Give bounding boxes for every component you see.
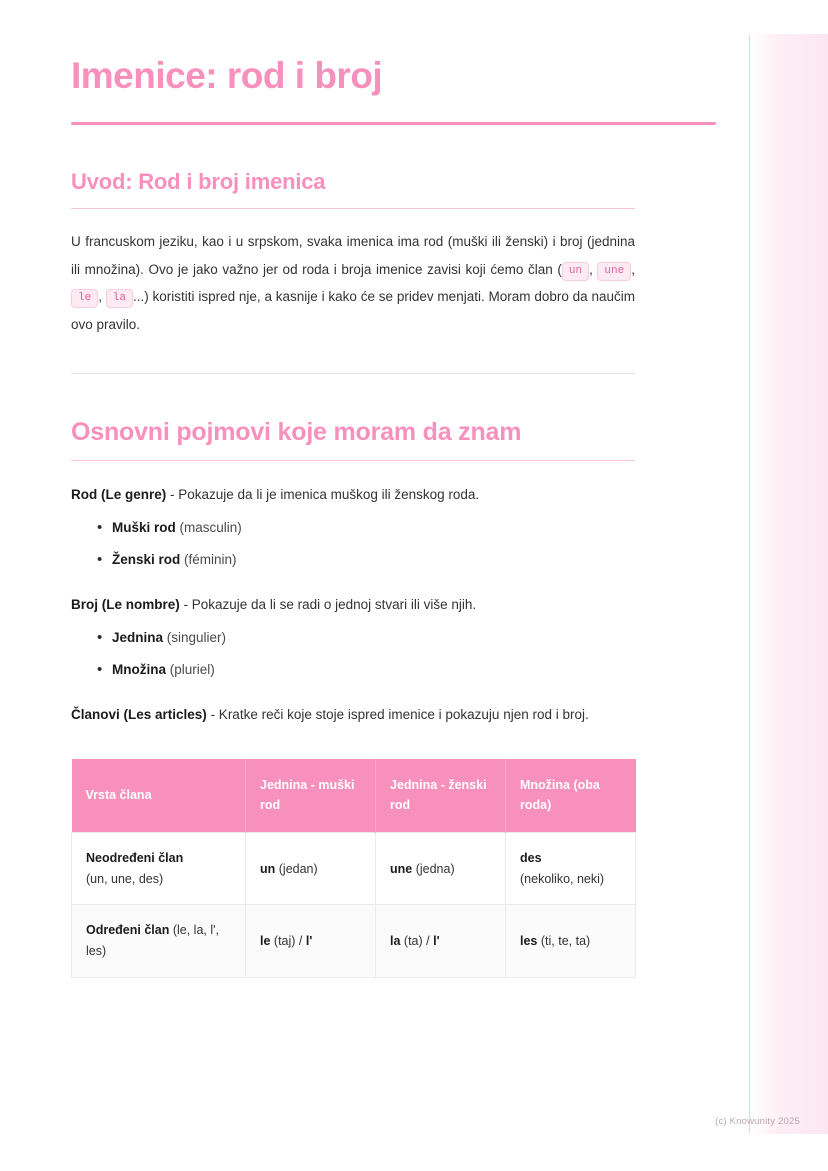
cell-article-gloss: (jedna) bbox=[412, 861, 455, 876]
list-item-note: (pluriel) bbox=[166, 662, 215, 678]
concept-term-rod bbox=[71, 483, 635, 507]
cell-article-gloss: (jedan) bbox=[275, 861, 318, 876]
cell-article: la bbox=[390, 933, 401, 948]
section-separator bbox=[71, 373, 635, 374]
table-header bbox=[72, 759, 636, 832]
list-item bbox=[97, 659, 635, 681]
cell-type-name: Neodređeni član bbox=[86, 851, 184, 866]
list-item-note: (singulier) bbox=[163, 629, 227, 645]
copyright-footer: (c) Knowunity 2025 bbox=[715, 1116, 800, 1127]
cell-type-forms: (le, la, l', les) bbox=[86, 923, 219, 959]
cell-masc-definite bbox=[246, 905, 376, 977]
cell-plural-definite bbox=[506, 905, 636, 977]
chip-separator-2: , bbox=[631, 261, 635, 277]
page-edge-gradient bbox=[749, 34, 828, 1134]
cell-fem-definite bbox=[376, 905, 506, 977]
article-chip-une: une bbox=[597, 262, 631, 281]
concepts-divider bbox=[71, 460, 635, 462]
list-item-note: (féminin) bbox=[180, 552, 237, 568]
cell-type-definite bbox=[72, 905, 246, 977]
list-item bbox=[97, 517, 635, 539]
cell-plural-indefinite bbox=[506, 833, 636, 905]
concept-list-broj bbox=[71, 627, 635, 681]
table-row bbox=[72, 905, 636, 977]
concept-list-rod bbox=[71, 517, 635, 571]
column-header-type: Vrsta člana bbox=[72, 759, 246, 832]
concept-term-label: Broj (Le nombre) bbox=[71, 597, 180, 613]
cell-type-forms: (un, une, des) bbox=[86, 871, 164, 886]
article-chip-la: la bbox=[106, 289, 133, 308]
list-item-term: Ženski rod bbox=[112, 552, 181, 568]
document-content bbox=[71, 55, 635, 978]
list-item-term: Množina bbox=[112, 662, 166, 678]
concept-term-broj bbox=[71, 593, 635, 617]
concept-term-desc: - Kratke reči koje stoje ispred imenice i pokazuju njen rod i broj. bbox=[206, 706, 589, 722]
list-item-term: Jednina bbox=[112, 629, 164, 645]
cell-article-gloss: (ta) / bbox=[400, 933, 434, 948]
intro-paragraph bbox=[71, 228, 635, 339]
cell-type-indefinite bbox=[72, 833, 246, 905]
cell-article-gloss: (taj) / bbox=[270, 933, 306, 948]
intro-divider bbox=[71, 208, 635, 210]
list-item bbox=[97, 549, 635, 571]
cell-article: un bbox=[260, 861, 276, 876]
list-item bbox=[97, 627, 635, 649]
cell-article: des bbox=[520, 851, 542, 866]
article-chip-le: le bbox=[71, 289, 98, 308]
intro-heading: Uvod: Rod i broj imenica bbox=[71, 168, 326, 194]
cell-article-alt: l' bbox=[305, 933, 313, 948]
cell-article: une bbox=[390, 861, 413, 876]
cell-article-gloss: (nekoliko, neki) bbox=[520, 871, 605, 886]
cell-article-gloss: (ti, te, ta) bbox=[537, 933, 591, 948]
column-header-sing-fem: Jednina - ženski rod bbox=[376, 759, 506, 832]
list-item-term: Muški rod bbox=[112, 519, 176, 535]
intro-text-part2: ...) koristiti ispred nje, a kasnije i kako će se pridev menjati. Moram dobro da naučim ovo pravilo. bbox=[71, 289, 635, 333]
table-header-row bbox=[72, 759, 636, 832]
cell-fem-indefinite bbox=[376, 833, 506, 905]
column-header-sing-masc: Jednina - muški rod bbox=[246, 759, 376, 832]
concept-term-desc: - Pokazuje da li je imenica muškog ili ženskog roda. bbox=[166, 487, 480, 503]
chip-separator-1: , bbox=[589, 261, 598, 277]
articles-table bbox=[71, 759, 636, 977]
chip-separator-3: , bbox=[98, 289, 106, 305]
article-chip-un: un bbox=[562, 262, 589, 281]
table-body bbox=[72, 833, 636, 978]
concepts-heading: Osnovni pojmovi koje moram da znam bbox=[71, 417, 522, 446]
table-row bbox=[72, 833, 636, 905]
intro-text-part1: U francuskom jeziku, kao i u srpskom, svaka imenica ima rod (muški ili ženski) i broj (jednina ili množina). Ovo je jako važno jer od roda i broja imenice zavisi koji ćemo član ( bbox=[71, 234, 635, 277]
cell-article-alt: l' bbox=[433, 933, 440, 948]
cell-type-name: Određeni član bbox=[86, 923, 170, 938]
cell-article: le bbox=[260, 933, 271, 948]
list-item-note: (masculin) bbox=[175, 519, 242, 535]
title-divider bbox=[71, 122, 716, 125]
concept-term-label: Rod (Le genre) bbox=[71, 487, 167, 503]
concept-term-desc: - Pokazuje da li se radi o jednoj stvari ili više njih. bbox=[179, 597, 477, 613]
column-header-plural: Množina (oba roda) bbox=[506, 759, 636, 832]
cell-masc-indefinite bbox=[246, 833, 376, 905]
concept-term-clanovi bbox=[71, 703, 635, 727]
concept-term-label: Članovi (Les articles) bbox=[71, 706, 207, 722]
cell-article: les bbox=[520, 933, 538, 948]
page-title: Imenice: rod i broj bbox=[71, 55, 383, 96]
